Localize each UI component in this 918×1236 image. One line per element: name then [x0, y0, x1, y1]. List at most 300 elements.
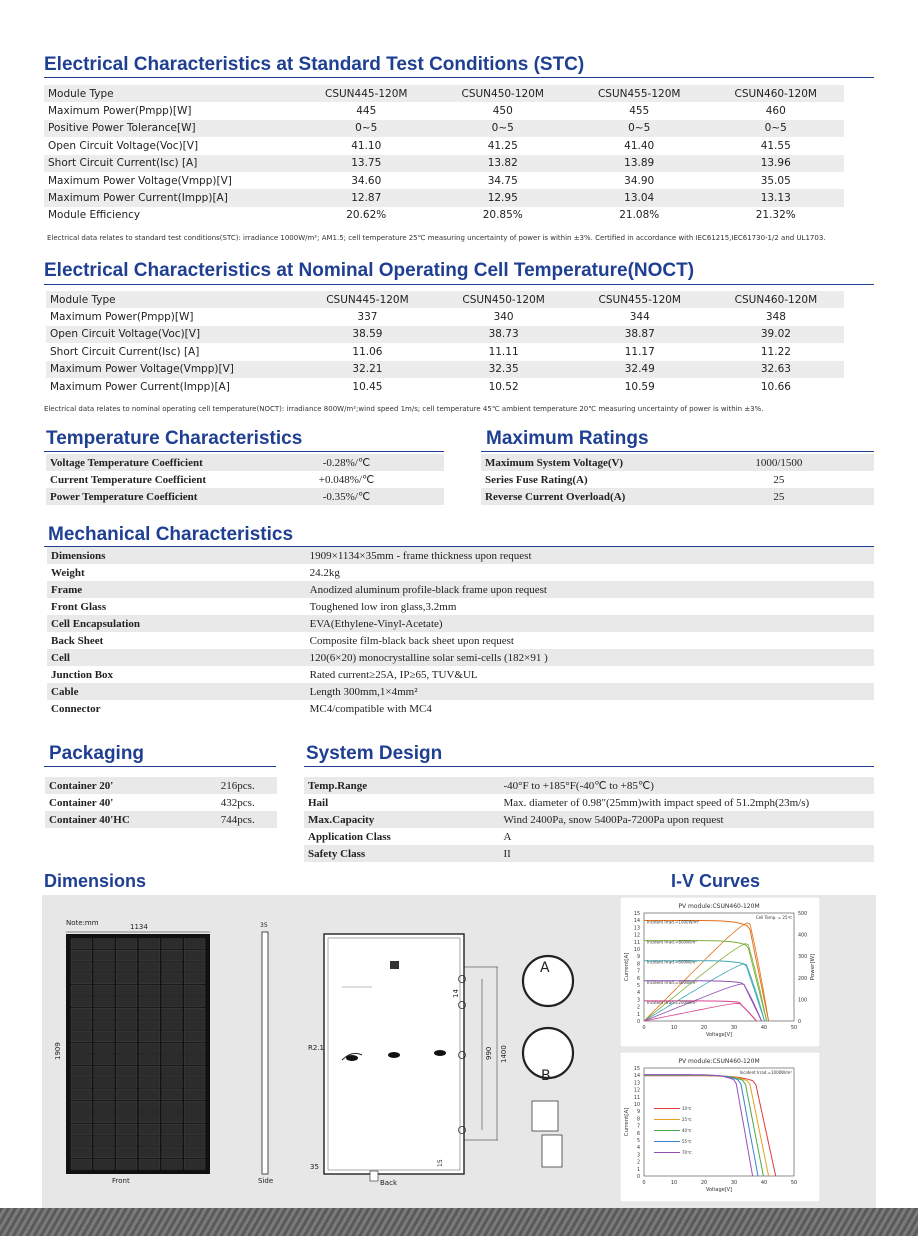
stc-label: Positive Power Tolerance[W]	[44, 120, 298, 137]
packaging-value: 744pcs.	[221, 811, 277, 828]
solar-cell	[116, 939, 137, 949]
stc-value: 460	[765, 105, 786, 118]
stc-value: 41.25	[487, 139, 518, 152]
y-tick-label: 8	[636, 962, 640, 968]
x-tick-label: 40	[760, 1180, 768, 1186]
temperature-rule	[44, 451, 444, 452]
solar-cell	[139, 1066, 160, 1076]
stc-value: 13.82	[434, 155, 570, 172]
solar-cell	[116, 1136, 137, 1146]
stc-value: 21.08%	[619, 209, 660, 222]
temperature-value: -0.28%/℃	[249, 454, 444, 471]
mechanical-label: Dimensions	[47, 547, 310, 564]
solar-cell	[162, 1008, 183, 1018]
stc-value: 35.05	[760, 174, 791, 187]
plot-area	[644, 1068, 794, 1176]
solar-cell	[94, 1124, 115, 1134]
system-table	[304, 777, 874, 862]
solar-cell	[71, 950, 92, 960]
stc-value: 0~5	[434, 120, 570, 137]
stc-value: 13.04	[571, 189, 707, 206]
mechanical-value: 120(6×20) monocrystalline solar semi-cells (182×91 )	[310, 649, 874, 666]
solar-cell	[184, 1066, 205, 1076]
noct-value: 11.06	[352, 345, 383, 358]
mechanical-label: Connector	[51, 702, 101, 715]
temperature-label: Current Temperature Coefficient	[50, 473, 207, 486]
back-label: Back	[380, 1179, 397, 1187]
side-label: Side	[258, 1177, 274, 1185]
solar-cell	[162, 1124, 183, 1134]
solar-cell	[71, 939, 92, 949]
chart-annotation: Cell Temp. = 25℃	[755, 915, 792, 920]
noct-row	[46, 308, 844, 325]
solar-cell	[94, 1066, 115, 1076]
stc-table	[44, 85, 844, 224]
y-tick-label: 4	[636, 1146, 640, 1152]
system-label: Safety Class	[304, 845, 503, 862]
solar-cell	[116, 997, 137, 1007]
solar-cell	[184, 1124, 205, 1134]
stc-label: Short Circuit Current(Isc) [A]	[44, 155, 298, 172]
module-drawings	[42, 895, 618, 1208]
noct-value: 10.66	[760, 380, 791, 393]
front-label: Front	[112, 1177, 130, 1185]
y2-tick-label: 200	[798, 976, 808, 982]
y-tick-label: 7	[636, 1124, 640, 1130]
mechanical-label: Front Glass	[51, 600, 107, 613]
stc-label: Maximum Power(Pmpp)[W]	[48, 105, 192, 118]
solar-cell	[71, 1078, 92, 1088]
thickness-label: 35	[260, 922, 268, 929]
noct-value: 340	[493, 311, 514, 324]
y-tick-label: 7	[636, 969, 640, 975]
solar-cell	[184, 985, 205, 995]
solar-cell	[94, 1101, 115, 1111]
noct-row	[46, 378, 844, 395]
y-tick-label: 2	[636, 1160, 640, 1166]
series-label: 25℃	[682, 1117, 692, 1122]
solar-cell	[139, 1078, 160, 1088]
solar-cell	[139, 1043, 160, 1053]
solar-cell	[94, 1078, 115, 1088]
solar-cell	[139, 962, 160, 972]
y-tick-label: 1	[636, 1167, 640, 1173]
solar-cell	[162, 950, 183, 960]
ratings-row	[481, 454, 874, 471]
stc-title: Electrical Characteristics at Standard Test Conditions (STC)	[44, 54, 585, 75]
solar-cell	[184, 1159, 205, 1169]
solar-cell	[116, 1055, 137, 1065]
noct-value: 337	[357, 311, 378, 324]
dim-15-label: 15	[437, 1159, 444, 1167]
y2-tick-label: 300	[798, 955, 808, 961]
x-tick-label: 50	[790, 1025, 798, 1031]
mechanical-row	[47, 632, 874, 649]
ratings-label: Reverse Current Overload(A)	[481, 488, 684, 505]
mechanical-row	[47, 700, 874, 717]
solar-cell	[71, 1043, 92, 1053]
mechanical-row	[47, 598, 874, 615]
noct-table	[46, 291, 844, 395]
solar-cell	[162, 973, 183, 983]
stc-value: 0~5	[571, 120, 707, 137]
solar-cell	[139, 1124, 160, 1134]
noct-value: 38.73	[436, 326, 572, 343]
solar-cell	[94, 1043, 115, 1053]
solar-cell	[116, 1159, 137, 1169]
y-tick-label: 14	[633, 919, 640, 925]
series-label: 10℃	[682, 1106, 692, 1111]
solar-cell	[162, 1066, 183, 1076]
solar-cell	[116, 1043, 137, 1053]
temperature-title: Temperature Characteristics	[46, 428, 303, 449]
mechanical-label: Weight	[51, 566, 85, 579]
solar-cell	[184, 950, 205, 960]
solar-cell	[139, 1020, 160, 1030]
stc-row	[44, 85, 844, 102]
chart-title: PV module:CSUN460-120M	[678, 1058, 760, 1065]
y-tick-label: 15	[633, 1067, 640, 1072]
solar-cell	[139, 973, 160, 983]
stc-row	[44, 207, 844, 224]
x-tick-label: 20	[700, 1025, 708, 1031]
solar-cell	[139, 985, 160, 995]
stc-value: 41.55	[760, 139, 791, 152]
mechanical-row	[47, 615, 874, 632]
noct-label: Module Type	[46, 291, 299, 308]
y-tick-label: 14	[633, 1074, 640, 1080]
packaging-table	[45, 777, 277, 828]
noct-value: CSUN445-120M	[299, 291, 435, 308]
solar-cell	[116, 1089, 137, 1099]
solar-cell	[116, 973, 137, 983]
series-label: Incident Irrad.=1000W/m²	[647, 919, 700, 925]
stc-row	[44, 120, 844, 137]
stc-value: 34.75	[487, 174, 518, 187]
x-tick-label: 30	[730, 1180, 738, 1186]
solar-cell	[139, 939, 160, 949]
y-tick-label: 12	[633, 933, 640, 939]
mechanical-value: 24.2kg	[309, 566, 340, 579]
solar-cell	[139, 1147, 160, 1157]
stc-value: 13.89	[571, 155, 707, 172]
solar-cell	[71, 1136, 92, 1146]
stc-value: CSUN460-120M	[707, 85, 844, 102]
x-tick-label: 20	[700, 1180, 708, 1186]
noct-row	[46, 343, 844, 360]
y-tick-label: 5	[636, 984, 640, 989]
packaging-rule	[44, 766, 276, 767]
ratings-row	[481, 471, 874, 488]
y2-tick-label: 0	[798, 1020, 802, 1025]
solar-cell	[139, 1089, 160, 1099]
solar-cell	[71, 1159, 92, 1169]
solar-cell	[116, 1020, 137, 1030]
solar-cell	[184, 962, 205, 972]
mechanical-value: Toughened low iron glass,3.2mm	[309, 600, 457, 613]
mechanical-row	[47, 581, 874, 598]
y-tick-label: 5	[636, 1139, 640, 1144]
y-tick-label: 3	[636, 998, 640, 1004]
solar-cell	[116, 1066, 137, 1076]
solar-cell	[94, 950, 115, 960]
mechanical-label: Junction Box	[51, 668, 114, 681]
stc-value: 34.60	[351, 174, 382, 187]
stc-value: 0~5	[298, 120, 434, 137]
dim-14-label: 14	[452, 989, 460, 998]
y-tick-label: 6	[636, 976, 640, 982]
system-value: Wind 2400Pa, snow 5400Pa-7200Pa upon request	[503, 811, 874, 828]
packaging-label: Container 40'HC	[45, 811, 221, 828]
footer-band	[0, 1208, 918, 1236]
system-rule	[304, 766, 874, 767]
y-tick-label: 1	[636, 1012, 640, 1018]
y-tick-label: 13	[633, 1081, 640, 1087]
solar-cell	[162, 1101, 183, 1111]
ratings-table	[481, 454, 874, 505]
solar-cell	[184, 939, 205, 949]
noct-value: 10.59	[624, 380, 655, 393]
y-tick-label: 10	[633, 1103, 640, 1108]
note-mm-label: Note:mm	[66, 919, 99, 927]
solar-cell	[71, 1113, 92, 1123]
y-tick-label: 6	[636, 1131, 640, 1137]
x-tick-label: 40	[760, 1025, 768, 1031]
solar-cell	[71, 1089, 92, 1099]
stc-label: Module Type	[44, 85, 298, 102]
solar-cell	[162, 962, 183, 972]
system-label: Max.Capacity	[304, 811, 503, 828]
solar-cell	[184, 1101, 205, 1111]
y-tick-label: 11	[633, 940, 640, 946]
noct-label: Short Circuit Current(Isc) [A]	[50, 345, 200, 358]
system-label: Application Class	[308, 830, 391, 843]
y-tick-label: 9	[636, 955, 640, 961]
solar-cell	[71, 1031, 92, 1041]
mechanical-row	[47, 666, 874, 683]
system-row	[304, 811, 874, 828]
x-tick-label: 10	[670, 1180, 678, 1186]
solar-cell	[94, 973, 115, 983]
solar-cell	[184, 1043, 205, 1053]
solar-cell	[71, 1020, 92, 1030]
solar-cell	[162, 1020, 183, 1030]
stc-value: 0~5	[707, 120, 844, 137]
x-tick-label: 0	[642, 1180, 646, 1186]
iv-chart-temperature	[620, 1052, 820, 1202]
packaging-label: Container 40'	[49, 796, 114, 809]
y-tick-label: 9	[636, 1110, 640, 1116]
x-axis-label: Voltage[V]	[705, 1032, 733, 1038]
mechanical-row	[47, 547, 874, 564]
series-label: Incident Irrad.=600W/m²	[647, 959, 697, 965]
solar-cell	[116, 1078, 137, 1088]
solar-cell	[162, 1089, 183, 1099]
system-row	[304, 777, 874, 794]
solar-cell	[71, 1008, 92, 1018]
noct-value: CSUN455-120M	[572, 291, 708, 308]
solar-cell	[139, 1101, 160, 1111]
series-label: 70℃	[682, 1150, 692, 1155]
series-label: 55℃	[682, 1139, 692, 1144]
ratings-value: 25	[684, 488, 874, 505]
noct-value: CSUN460-120M	[708, 291, 844, 308]
mechanical-row	[47, 649, 874, 666]
stc-value: 12.95	[434, 189, 570, 206]
x-tick-label: 10	[670, 1025, 678, 1031]
solar-cell	[184, 997, 205, 1007]
solar-cell	[162, 939, 183, 949]
x-tick-label: 30	[730, 1025, 738, 1031]
y-tick-label: 11	[633, 1095, 640, 1101]
stc-value: CSUN445-120M	[298, 85, 434, 102]
stc-value: CSUN455-120M	[571, 85, 707, 102]
solar-cell	[184, 1147, 205, 1157]
solar-cell	[184, 1113, 205, 1123]
junction-box	[390, 961, 399, 969]
y-tick-label: 3	[636, 1153, 640, 1159]
ratings-value: 25	[773, 473, 785, 486]
solar-cell	[94, 939, 115, 949]
solar-cell	[162, 1078, 183, 1088]
solar-cell	[139, 1159, 160, 1169]
stc-value: 41.40	[624, 139, 655, 152]
y-axis-label: Current[A]	[624, 1107, 630, 1137]
stc-label: Maximum Power Current(Impp)[A]	[44, 189, 298, 206]
solar-cell	[139, 1031, 160, 1041]
y2-axis-label: Power[W]	[810, 953, 816, 981]
noct-value: 38.59	[299, 326, 435, 343]
noct-value: CSUN450-120M	[436, 291, 572, 308]
temperature-label: Voltage Temperature Coefficient	[46, 454, 249, 471]
stc-value: 450	[492, 105, 513, 118]
solar-cell	[116, 1101, 137, 1111]
solar-cell	[139, 950, 160, 960]
height-dim-label: 1909	[54, 1042, 62, 1060]
solar-cell	[94, 1055, 115, 1065]
iv-chart-irradiance	[620, 897, 820, 1047]
ratings-label: Series Fuse Rating(A)	[485, 473, 588, 486]
noct-value: 11.22	[760, 345, 791, 358]
solar-cell	[71, 973, 92, 983]
temperature-value: +0.048%/℃	[318, 474, 375, 486]
mechanical-value: Length 300mm,1×4mm²	[310, 683, 874, 700]
mechanical-table	[47, 547, 874, 717]
solar-cell	[162, 1043, 183, 1053]
packaging-row	[45, 777, 277, 794]
stc-value: 445	[356, 105, 377, 118]
noct-label: Maximum Power Voltage(Vmpp)[V]	[46, 361, 299, 378]
mechanical-label: Back Sheet	[51, 634, 104, 647]
solar-cell	[71, 1066, 92, 1076]
solar-cell	[116, 1124, 137, 1134]
width-dim-label: 1134	[130, 923, 148, 931]
solar-cell	[94, 1020, 115, 1030]
stc-row	[44, 155, 844, 172]
solar-cell	[139, 1136, 160, 1146]
y2-tick-label: 500	[798, 912, 808, 917]
mechanical-label: Cell Encapsulation	[47, 615, 310, 632]
solar-cell	[94, 1159, 115, 1169]
detail-a-label: A	[540, 960, 550, 976]
solar-cell	[162, 1159, 183, 1169]
noct-value: 11.11	[488, 345, 519, 358]
solar-cell	[162, 1055, 183, 1065]
stc-value: 34.90	[624, 174, 655, 187]
packaging-value: 216pcs.	[221, 777, 277, 794]
system-value: A	[503, 830, 512, 843]
solar-cell	[162, 1136, 183, 1146]
dim-1400-label: 1400	[500, 1045, 508, 1063]
solar-cell	[184, 1089, 205, 1099]
x-tick-label: 0	[642, 1025, 646, 1031]
mechanical-row	[47, 683, 874, 700]
mechanical-value: Composite film-black back sheet upon request	[309, 634, 514, 647]
stc-value: 20.85%	[482, 209, 523, 222]
y-tick-label: 12	[633, 1088, 640, 1094]
solar-cell	[71, 1055, 92, 1065]
y-tick-label: 10	[633, 948, 640, 953]
system-row	[304, 828, 874, 845]
solar-cell	[139, 997, 160, 1007]
series-label: 40℃	[682, 1128, 692, 1133]
stc-row	[44, 172, 844, 189]
series-label: Incident Irrad.=800W/m²	[647, 939, 697, 945]
stc-label: Maximum Power Voltage(Vmpp)[V]	[48, 174, 232, 187]
ratings-label: Maximum System Voltage(V)	[481, 454, 684, 471]
system-value: II	[503, 845, 874, 862]
packaging-title: Packaging	[49, 743, 145, 764]
temperature-label: Power Temperature Coefficient	[46, 488, 249, 505]
noct-label: Maximum Power(Pmpp)[W]	[50, 311, 194, 324]
solar-cell	[71, 997, 92, 1007]
packaging-value: 432pcs.	[220, 796, 255, 809]
noct-row	[46, 361, 844, 378]
temperature-row	[46, 471, 444, 488]
packaging-row	[45, 794, 277, 811]
stc-value: 21.32%	[755, 209, 796, 222]
dimensions-title: Dimensions	[44, 871, 147, 891]
y2-tick-label: 100	[798, 998, 808, 1004]
solar-cell	[94, 1008, 115, 1018]
solar-cell	[94, 1147, 115, 1157]
solar-cell	[116, 1008, 137, 1018]
stc-value: 41.10	[351, 139, 382, 152]
mechanical-row	[47, 564, 874, 581]
stc-note: Electrical data relates to standard test conditions(STC): irradiance 1000W/m²; AM1.5; cell temperature 25℃ measuring uncertainty of power is within ±3%. Certified in accordance with IEC61215,IEC61730-1/2 and UL1703.	[47, 234, 826, 242]
system-label: Temp.Range	[304, 777, 503, 794]
y-tick-label: 15	[633, 912, 640, 917]
solar-cell	[162, 997, 183, 1007]
noct-value: 348	[765, 311, 786, 324]
solar-cell	[94, 1089, 115, 1099]
solar-cell	[162, 1147, 183, 1157]
mechanical-value: MC4/compatible with MC4	[309, 702, 432, 715]
solar-cell	[116, 1147, 137, 1157]
y-tick-label: 0	[636, 1020, 640, 1025]
ratings-title: Maximum Ratings	[486, 428, 649, 449]
solar-cell	[71, 962, 92, 972]
mechanical-title: Mechanical Characteristics	[48, 524, 294, 545]
x-axis-label: Voltage[V]	[705, 1187, 733, 1193]
solar-cell	[94, 962, 115, 972]
back-thickness-label: 35	[310, 1163, 319, 1171]
stc-row	[44, 102, 844, 119]
solar-cell	[184, 1020, 205, 1030]
detail-b-label: B	[541, 1068, 551, 1084]
noct-value: 344	[629, 311, 650, 324]
stc-row	[44, 189, 844, 206]
